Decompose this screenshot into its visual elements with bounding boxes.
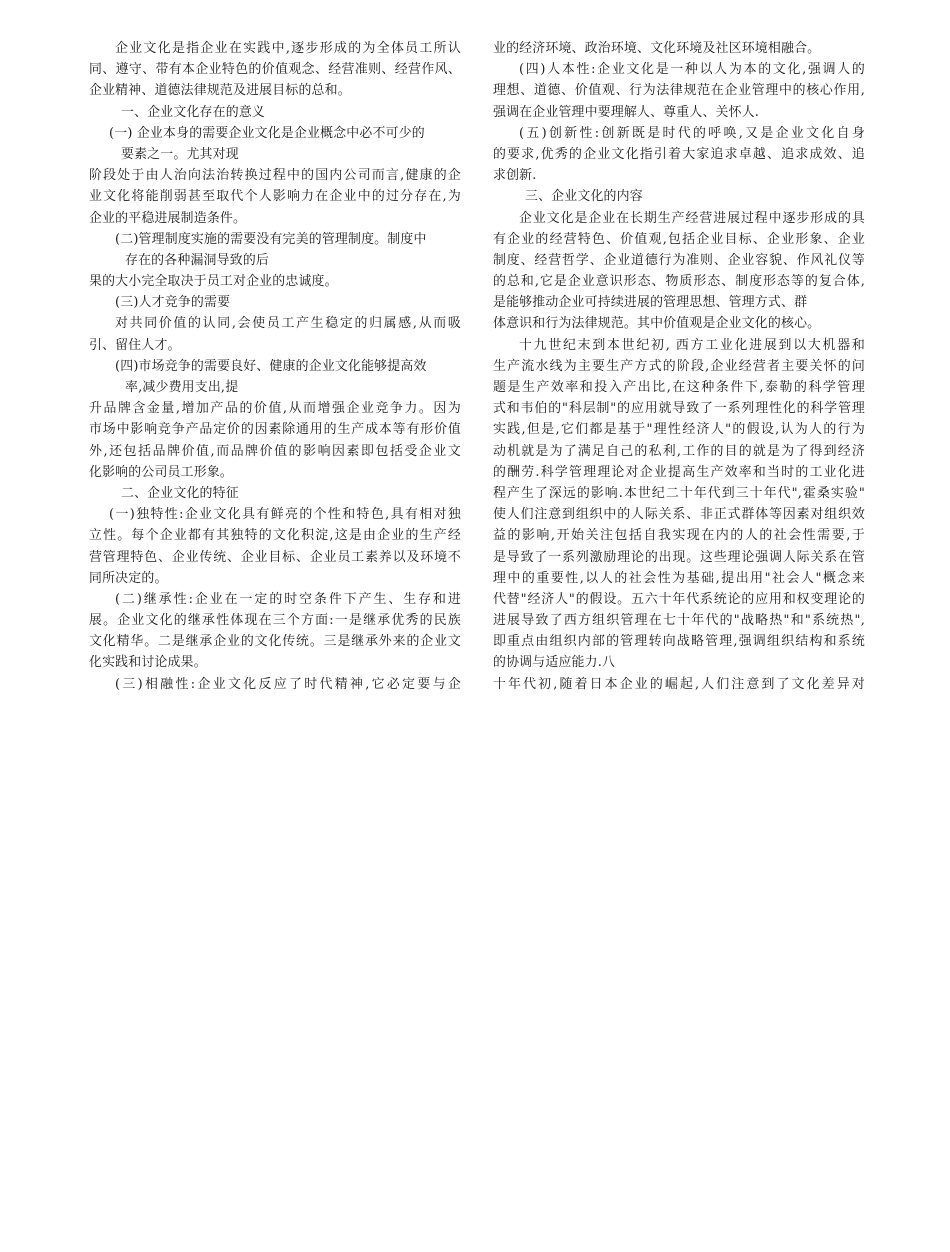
text-line: 升品牌含金量,增加产品的价值,从而增强企业竞争力。因为 <box>89 401 461 417</box>
text-line: 强调在企业管理中要理解人、尊重人、关怀人. <box>493 104 760 120</box>
text-line: 化影响的公司员工形象。 <box>89 464 233 480</box>
text-line: 即重点由组织内部的管理转向战略管理,强调组织结构和系统 <box>493 634 865 650</box>
text-line: 体意识和行为法律规范。其中价值观是企业文化的核心。 <box>493 316 821 332</box>
text-line: 业的经济环境、政治环境、文化环境及社区环境相融合。 <box>493 41 821 56</box>
text-line: 十年代初,随着日本企业的崛起,人们注意到了文化差异对 <box>493 676 865 692</box>
text-line: 实践,但是,它们都是基于"理性经济人"的假设,认为人的行为 <box>493 422 865 438</box>
text-line: (一)独特性:企业文化具有鲜亮的个性和特色,具有相对独 <box>109 507 461 523</box>
text-line: (五)创新性:创新既是时代的呼唤,又是企业文化自身 <box>519 125 865 141</box>
text-line: 是导致了一系列激励理论的出现。这些理论强调人际关系在管 <box>493 549 865 565</box>
text-line: 生产流水线为主要生产方式的阶段,企业经营者主要关怀的问 <box>493 358 865 374</box>
text-line: (四)市场竞争的需要良好、健康的企业文化能够提高效 <box>115 358 427 374</box>
text-line: 一、企业文化存在的意义 <box>121 104 265 120</box>
text-line: 企业的平稳进展制造条件。 <box>89 210 247 226</box>
text-line: 求创新. <box>493 168 537 184</box>
text-line: 化实践和讨论成果。 <box>89 655 207 671</box>
text-line: 市场中影响竞争产品定价的因素除通用的生产成本等有形价值 <box>89 422 461 438</box>
text-line: 动机就是为了满足自己的私利,工作的目的就是为了得到经济 <box>493 443 865 459</box>
text-line: (一) 企业本身的需要企业文化是企业概念中必不可少的 <box>109 125 425 141</box>
text-line: 立性。每个企业都有其独特的文化积淀,这是由企业的生产经 <box>89 528 461 544</box>
text-line: 进展导致了西方组织管理在七十年代的"战略热"和"系统热", <box>493 613 865 629</box>
right-text-column <box>493 38 865 695</box>
text-line: 式和韦伯的"科层制"的应用就导致了一系列理性化的科学管理 <box>493 401 865 417</box>
text-line: 同、遵守、带有本企业特色的价值观念、经营准则、经营作风、 <box>89 62 461 78</box>
text-line: 有企业的经营特色、价值观,包括企业目标、企业形象、企业 <box>493 231 865 247</box>
text-line: 的酬劳.科学管理理论对企业提高生产效率和当时的工业化进 <box>493 464 865 480</box>
text-line: 业文化将能削弱甚至取代个人影响力在企业中的过分存在,为 <box>89 189 461 205</box>
text-line: 制度、经营哲学、企业道德行为准则、企业容貌、作风礼仪等 <box>493 252 865 268</box>
text-line: 十九世纪末到本世纪初, 西方工业化进展到以大机器和 <box>519 337 865 353</box>
text-line: 程产生了深远的影响.本世纪二十年代到三十年代",霍桑实验" <box>493 485 865 501</box>
text-line: 同所决定的。 <box>89 570 168 586</box>
text-line: 展。企业文化的继承性体现在三个方面:一是继承优秀的民族 <box>89 613 461 629</box>
text-line: 文化精华。二是继承企业的文化传统。三是继承外来的企业文 <box>89 634 461 650</box>
text-line: 益的影响,开始关注包括自我实现在内的人的社会性需要,于 <box>493 528 865 544</box>
text-line: (四)人本性:企业文化是一种以人为本的文化,强调人的 <box>519 62 865 78</box>
text-line: 使人们注意到组织中的人际关系、非正式群体等因素对组织效 <box>493 507 865 523</box>
text-line: 外,还包括品牌价值,而品牌价值的影响因素即包括受企业文 <box>89 443 461 459</box>
text-line: 果的大小完全取决于员工对企业的忠诚度。 <box>89 274 338 290</box>
text-line: 理想、道德、价值观、行为法律规范在企业管理中的核心作用, <box>493 83 865 99</box>
text-line: (三)人才竞争的需要 <box>115 295 231 311</box>
text-line: 引、留住人才。 <box>89 337 181 353</box>
text-line: 的总和,它是企业意识形态、物质形态、制度形态等的复合体, <box>493 274 865 290</box>
text-line: 理中的重要性,以人的社会性为基础,提出用"社会人"概念来 <box>493 570 865 586</box>
text-line: 企业文化是指企业在实践中,逐步形成的为全体员工所认 <box>115 41 461 56</box>
text-line: 企业文化是企业在长期生产经营进展过程中逐步形成的具 <box>519 210 865 226</box>
text-line: 的要求,优秀的企业文化指引着大家追求卓越、追求成效、追 <box>493 146 865 162</box>
text-line: (二)继承性:企业在一定的时空条件下产生、生存和进 <box>115 591 461 607</box>
text-line: 要素之一。尤其对现 <box>121 146 239 162</box>
text-line: 是能够推动企业可持续进展的管理思想、管理方式、群 <box>493 295 808 311</box>
text-line: (三)相融性:企业文化反应了时代精神,它必定要与企 <box>115 676 461 692</box>
text-line: 题是生产效率和投入产出比,在这种条件下,泰勒的科学管理 <box>493 380 865 395</box>
text-line: 存在的各种漏洞导致的后 <box>125 252 269 268</box>
text-line: (二)管理制度实施的需要没有完美的管理制度。制度中 <box>115 231 427 247</box>
text-line: 三、企业文化的内容 <box>525 189 643 205</box>
left-text-column <box>89 38 461 695</box>
text-line: 代替"经济人"的假设。五六十年代系统论的应用和权变理论的 <box>493 591 865 607</box>
text-line: 阶段处于由人治向法治转换过程中的国内公司而言,健康的企 <box>89 168 461 184</box>
text-line: 二、企业文化的特征 <box>121 485 239 501</box>
text-line: 的协调与适应能力.八 <box>493 655 616 671</box>
text-line: 营管理特色、企业传统、企业目标、企业员工素养以及环境不 <box>89 549 461 565</box>
text-line: 率,减少费用支出,提 <box>125 380 239 395</box>
text-line: 对共同价值的认同,会使员工产生稳定的归属感,从而吸 <box>115 316 461 332</box>
text-line: 企业精神、道德法律规范及进展目标的总和。 <box>89 83 351 99</box>
